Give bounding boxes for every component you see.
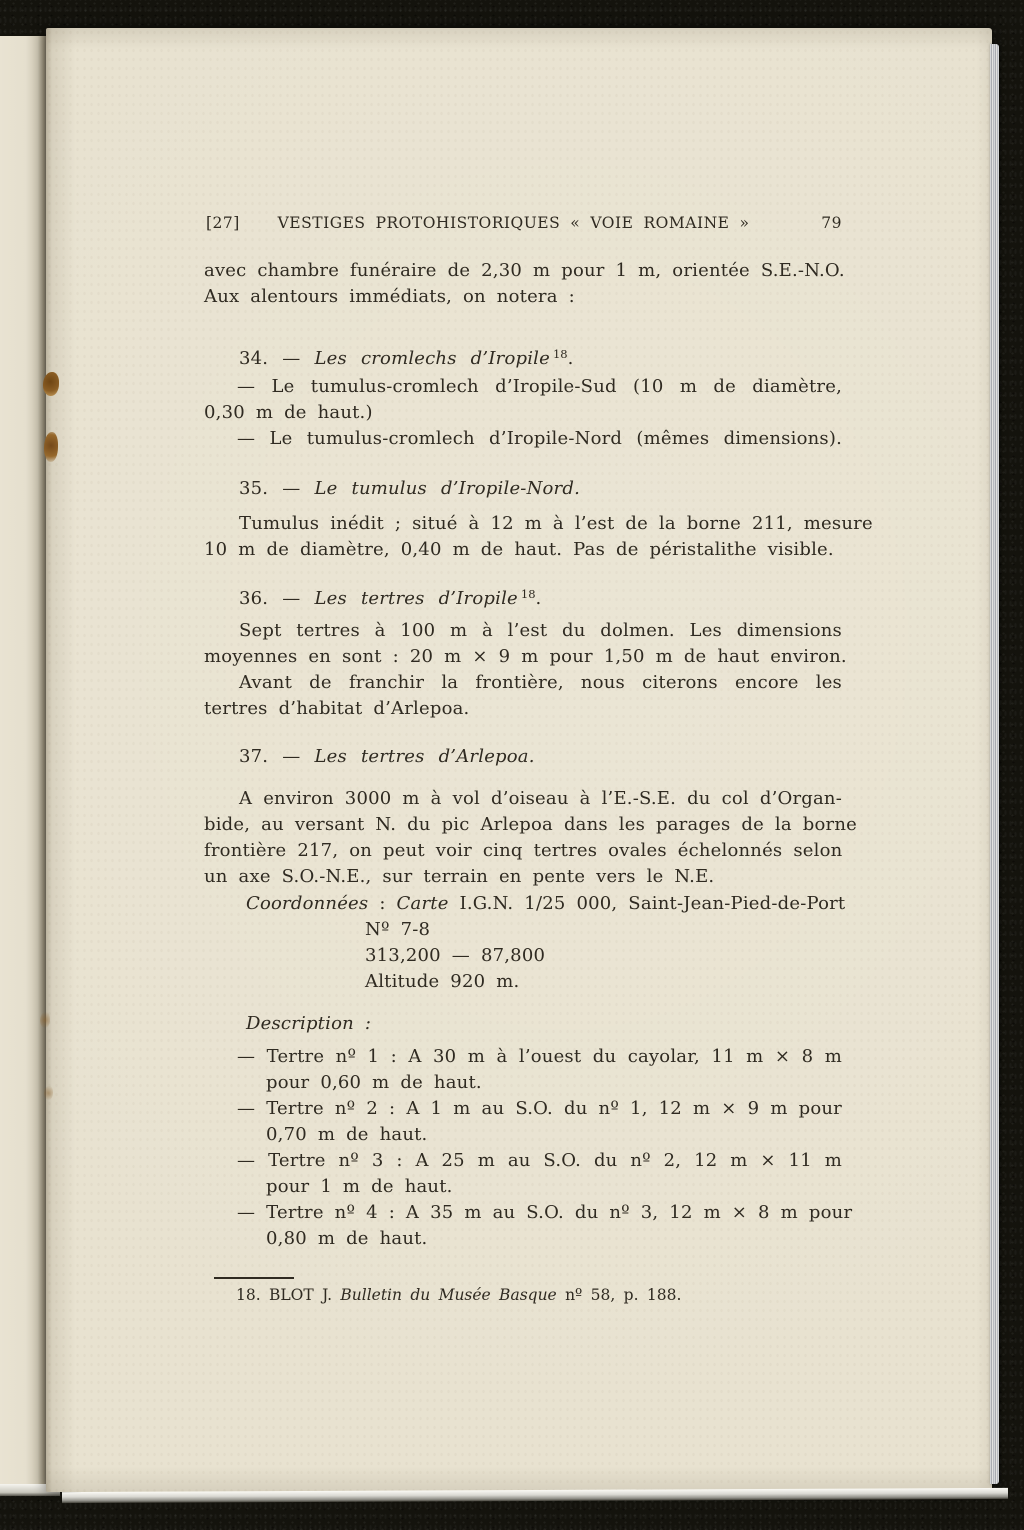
footnote-author: BLOT J. xyxy=(269,1286,333,1304)
section-heading-37 xyxy=(204,744,842,770)
paragraph-line: bide, au versant N. du pic Arlepoa dans les parages de la borne xyxy=(204,814,857,835)
header-page-number: 79 xyxy=(821,214,842,232)
section-35-body xyxy=(204,511,873,563)
section-number: 34. — xyxy=(239,348,301,369)
paragraph-line: Aux alentours immédiats, on notera : xyxy=(204,286,575,307)
footnote-ref-icon: 18 xyxy=(552,347,568,361)
coordinates-colon: : xyxy=(379,893,386,914)
running-header xyxy=(204,212,842,234)
text-column xyxy=(204,28,873,1492)
coordinates-label: Coordonnées xyxy=(246,893,369,914)
header-title: VESTIGES PROTOHISTORIQUES « VOIE ROMAINE » xyxy=(277,214,750,232)
coordinates-block xyxy=(204,891,846,995)
footnote-rule xyxy=(214,1277,294,1279)
intro-paragraph xyxy=(204,258,845,310)
list-item-line: pour 0,60 m de haut. xyxy=(266,1072,482,1093)
list-item-line: pour 1 m de haut. xyxy=(266,1176,453,1197)
list-item-line: — Tertre nº 1 : A 30 m à l’ouest du cayolar, 11 m × 8 m xyxy=(237,1046,842,1067)
paragraph-line: Avant de franchir la frontière, nous citerons encore les xyxy=(239,672,842,693)
foxing-spot xyxy=(44,432,58,462)
map-word: Carte xyxy=(396,893,449,914)
section-title-period: . xyxy=(535,588,542,609)
paragraph-line: tertres d’habitat d’Arlepoa. xyxy=(204,698,470,719)
map-reference: I.G.N. 1/25 000, Saint-Jean-Pied-de-Port xyxy=(459,893,846,914)
description-label: Description : xyxy=(246,1013,372,1034)
paragraph-line: Tumulus inédit ; situé à 12 m à l’est de la borne 211, mesure xyxy=(239,513,873,534)
paragraph-line: avec chambre funéraire de 2,30 m pour 1 m, orientée S.E.-N.O. xyxy=(204,260,845,281)
list-item-line: 0,80 m de haut. xyxy=(266,1228,428,1249)
section-37-body xyxy=(204,786,857,890)
paragraph-line: moyennes en sont : 20 m × 9 m pour 1,50 m de haut environ. xyxy=(204,646,847,667)
paragraph-line: un axe S.O.-N.E., sur terrain en pente vers le N.E. xyxy=(204,866,715,887)
paragraph-line: — Le tumulus-cromlech d’Iropile-Nord (mêmes dimensions). xyxy=(237,428,842,449)
paragraph-line: A environ 3000 m à vol d’oiseau à l’E.-S.E. du col d’Organ- xyxy=(239,788,842,809)
list-item-line: — Tertre nº 2 : A 1 m au S.O. du nº 1, 12 m × 9 m pour xyxy=(237,1098,842,1119)
paragraph-line: 10 m de diamètre, 0,40 m de haut. Pas de péristalithe visible. xyxy=(204,539,834,560)
paragraph-line: frontière 217, on peut voir cinq tertres ovales échelonnés selon xyxy=(204,840,843,861)
section-heading-36 xyxy=(204,581,842,607)
footnote-ref-icon: 18 xyxy=(520,587,536,601)
paragraph-line: Sept tertres à 100 m à l’est du dolmen. Les dimensions xyxy=(239,620,842,641)
footnote-work-title: Bulletin du Musée Basque xyxy=(340,1286,557,1304)
description-heading xyxy=(204,1011,842,1037)
foxing-spot xyxy=(40,1012,50,1028)
coordinates-line-1 xyxy=(204,891,846,917)
paragraph-line: — Le tumulus-cromlech d’Iropile-Sud (10 m de diamètre, xyxy=(237,376,842,397)
section-number: 36. — xyxy=(239,588,301,609)
section-36-body xyxy=(204,618,847,722)
section-title: Les tertres d’Iropile xyxy=(314,588,518,609)
section-heading-35 xyxy=(204,476,842,502)
foxing-spot xyxy=(43,372,59,396)
section-title: Les cromlechs d’Iropile xyxy=(314,348,550,369)
grid-coordinates: 313,200 — 87,800 xyxy=(365,945,546,966)
foxing-spot xyxy=(44,1086,53,1100)
list-item-line: — Tertre nº 3 : A 25 m au S.O. du nº 2, 12 m × 11 m xyxy=(237,1150,842,1171)
book-page xyxy=(46,28,992,1492)
section-number: 37. — xyxy=(239,746,301,767)
footnote xyxy=(236,1284,842,1306)
header-section-ref: [27] xyxy=(206,214,240,232)
section-34-body xyxy=(204,374,842,452)
footnote-number: 18. xyxy=(236,1286,261,1304)
map-sheet-number: Nº 7-8 xyxy=(365,919,431,940)
section-title: Le tumulus d’Iropile-Nord. xyxy=(314,478,581,499)
list-item-line: 0,70 m de haut. xyxy=(266,1124,428,1145)
footnote-reference: nº 58, p. 188. xyxy=(565,1286,682,1304)
facing-page-edge xyxy=(0,36,46,1484)
altitude: Altitude 920 m. xyxy=(365,971,520,992)
section-title-period: . xyxy=(567,348,574,369)
section-title: Les tertres d’Arlepoa. xyxy=(314,746,535,767)
description-list xyxy=(204,1044,853,1252)
paragraph-line: 0,30 m de haut.) xyxy=(204,402,373,423)
list-item-line: — Tertre nº 4 : A 35 m au S.O. du nº 3, 12 m × 8 m pour xyxy=(237,1202,853,1223)
section-number: 35. — xyxy=(239,478,301,499)
page-stack-right-edge xyxy=(990,44,999,1484)
section-heading-34 xyxy=(204,341,842,367)
